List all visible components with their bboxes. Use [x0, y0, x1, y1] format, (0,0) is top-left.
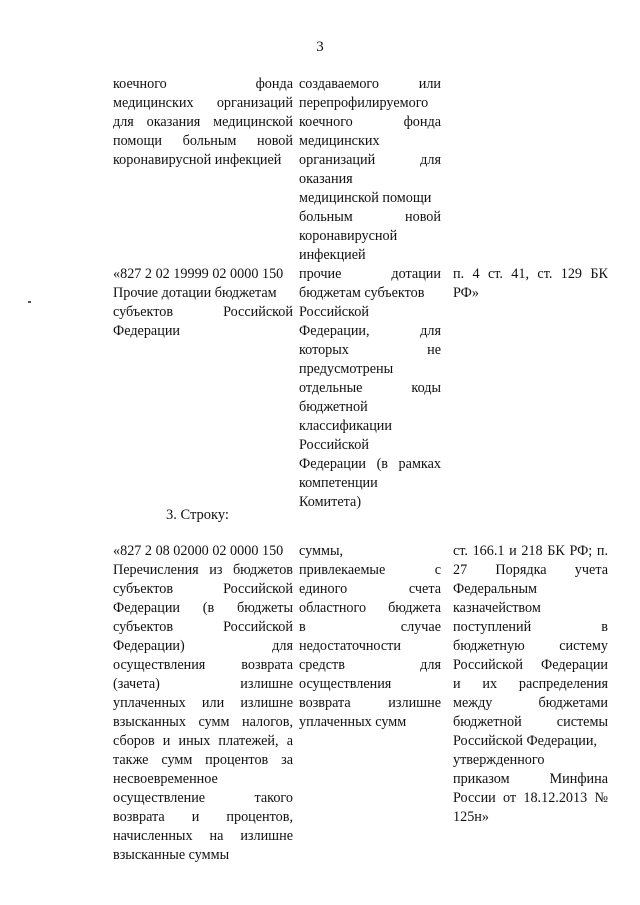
text-line: бюджетную систему [453, 638, 608, 654]
text-line: бюджетам субъектов [299, 285, 425, 301]
text-line: осуществления [299, 676, 392, 692]
text-line: Прочие дотации бюджетам [113, 285, 277, 301]
text-line: Российской [299, 437, 369, 453]
text-line: организаций для [299, 152, 441, 168]
text-line: бюджетной [299, 399, 368, 415]
text-line: привлекаемые с [299, 562, 441, 578]
page-number: 3 [316, 39, 324, 55]
text-line: осуществления возврата [113, 657, 293, 673]
text-line: недостаточности [299, 638, 401, 654]
text-line: взысканных сумм налогов, [113, 714, 293, 730]
text-line: помощи больным новой [113, 133, 293, 149]
text-line: коечного фонда [299, 114, 441, 130]
text-line: средств для [299, 657, 441, 673]
text-line: взысканные суммы [113, 847, 230, 863]
row3-description [299, 542, 441, 732]
text-line: Российской [299, 304, 369, 320]
text-line: субъектов Российской [113, 619, 293, 635]
text-line: также сумм процентов за [113, 752, 293, 768]
text-line: поступлений в [453, 619, 608, 635]
scan-mark [28, 301, 31, 303]
row3-legal-basis [453, 542, 608, 827]
text-line: компетенции [299, 475, 378, 491]
text-line: создаваемого или [299, 76, 441, 92]
text-line: единого счета [299, 581, 441, 597]
text-line: медицинской помощи [299, 190, 432, 206]
text-line: Федерации (в бюджеты [113, 600, 293, 616]
text-line: (зачета) излишне [113, 676, 293, 692]
text-line: осуществление такого [113, 790, 293, 806]
text-line: между бюджетами [453, 695, 608, 711]
text-line: субъектов Российской [113, 581, 293, 597]
text-line: начисленных на излишне [113, 828, 293, 844]
text-line: и их распределения [453, 676, 608, 692]
row2-legal-basis [453, 265, 608, 303]
text-line: Федерации [113, 323, 181, 339]
text-line: классификации [299, 418, 392, 434]
text-line: Перечисления из бюджетов [113, 562, 293, 578]
text-line: в случае [299, 619, 441, 635]
text-line: Федеральным [453, 581, 538, 597]
text-line: которых не [299, 342, 441, 358]
text-line: приказом Минфина [453, 771, 608, 787]
row2-description [299, 265, 441, 512]
text-line: ст. 166.1 и 218 БК РФ; п. [453, 543, 608, 559]
text-line: п. 4 ст. 41, ст. 129 БК [453, 266, 608, 282]
text-line: Комитета) [299, 494, 362, 510]
text-line: суммы, [299, 543, 344, 559]
text-line: Российской Федерации, [453, 733, 598, 749]
text-line: «827 2 08 02000 02 0000 150 [113, 543, 284, 559]
text-line: прочие дотации [299, 266, 441, 282]
text-line: медицинских [299, 133, 380, 149]
text-line: отдельные коды [299, 380, 441, 396]
text-line: уплаченных или излишне [113, 695, 293, 711]
text-line: инфекцией [299, 247, 366, 263]
row2-classification-name [113, 265, 293, 341]
text-line: России от 18.12.2013 № [453, 790, 608, 806]
text-line: уплаченных сумм [299, 714, 407, 730]
text-line: перепрофилируемого [299, 95, 429, 111]
section-heading: 3. Строку: [166, 507, 229, 523]
text-line: возврата и процентов, [113, 809, 293, 825]
text-line: 125н» [453, 809, 489, 825]
text-line: Федерации) для [113, 638, 293, 654]
text-line: Федерации (в рамках [299, 456, 441, 472]
text-line: медицинских организаций [113, 95, 293, 111]
text-line: субъектов Российской [113, 304, 293, 320]
row3-classification-name [113, 542, 293, 865]
text-line: «827 2 02 19999 02 0000 150 [113, 266, 284, 282]
text-line: для оказания медицинской [113, 114, 293, 130]
text-line: коронавирусной инфекцией [113, 152, 282, 168]
text-line: казначейством [453, 600, 541, 616]
text-line: оказания [299, 171, 353, 187]
text-line: РФ» [453, 285, 479, 301]
text-line: несвоевременное [113, 771, 218, 787]
text-line: Российской Федерации [453, 657, 608, 673]
row1-description [299, 75, 441, 265]
text-line: 27 Порядка учета [453, 562, 608, 578]
text-line: коронавирусной [299, 228, 398, 244]
text-line: областного бюджета [299, 600, 441, 616]
text-line: бюджетной системы [453, 714, 608, 730]
text-line: утвержденного [453, 752, 545, 768]
text-line: предусмотрены [299, 361, 394, 377]
text-line: сборов и иных платежей, а [113, 733, 293, 749]
text-line: больным новой [299, 209, 441, 225]
text-line: Федерации, для [299, 323, 441, 339]
text-line: возврата излишне [299, 695, 441, 711]
text-line: коечного фонда [113, 76, 293, 92]
row1-classification-name [113, 75, 293, 170]
